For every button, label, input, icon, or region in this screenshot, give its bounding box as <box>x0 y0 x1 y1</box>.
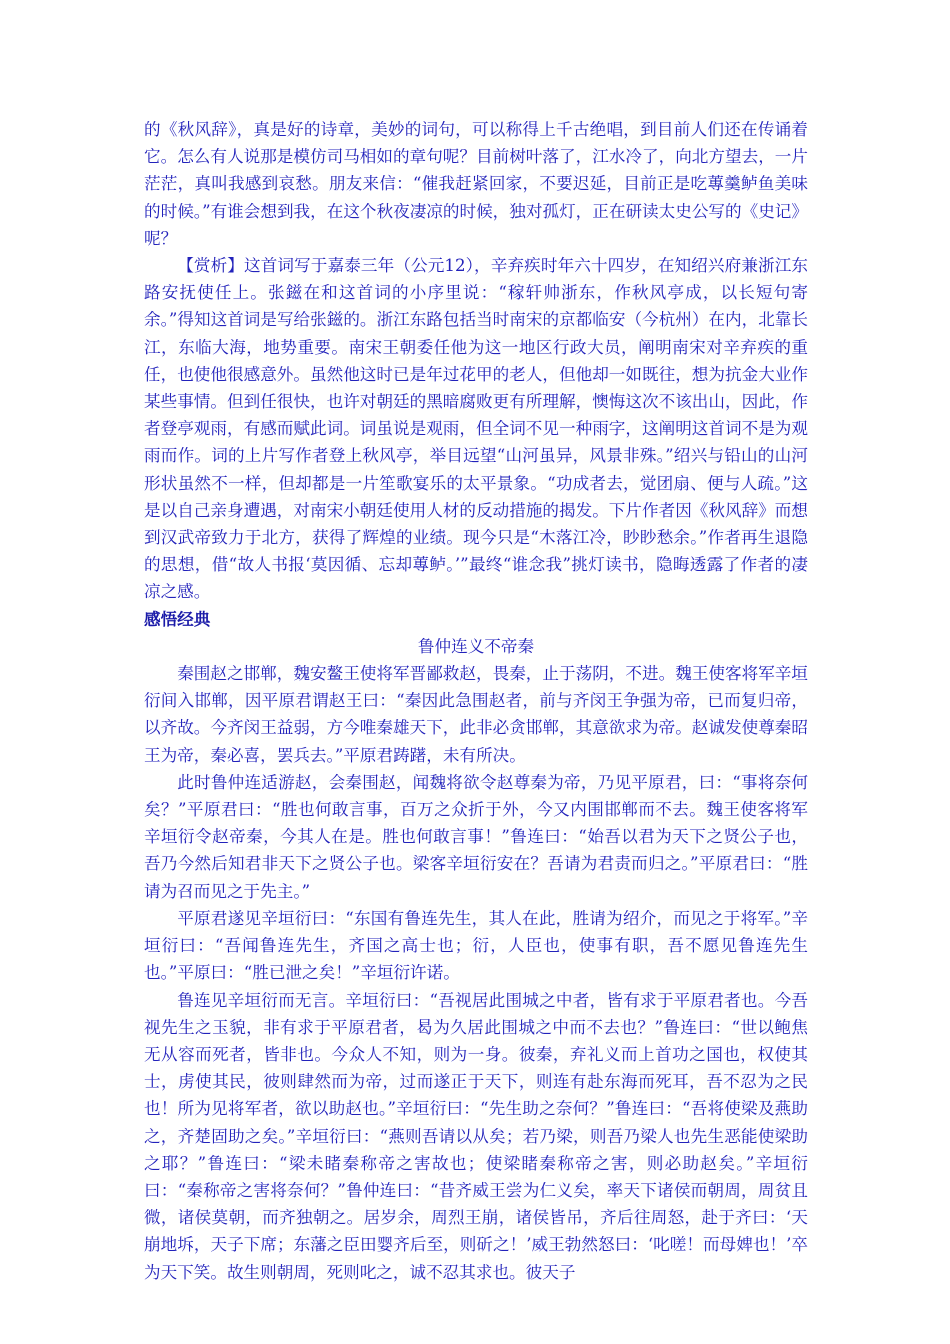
document-page <box>144 116 808 1286</box>
essay-paragraph-4: 鲁连见辛垣衍而无言。辛垣衍曰：“吾视居此围城之中者，皆有求于平原君者也。今吾视先生之玉貌，非有求于平原君者，曷为久居此围城之中而不去也？”鲁连曰：“世以鲍焦无从容而死者，皆非也。今众人不知，则为一身。彼秦，弃礼义而上首功之国也，权使其士，虏使其民，彼则肆然而为帝，过而遂正于天下，则连有赴东海而死耳，吾不忍为之民也！所为见将军者，欲以助赵也。”辛垣衍曰：“先生助之奈何？”鲁连曰：“吾将使梁及燕助之，齐楚固助之矣。”辛垣衍曰：“燕则吾请以从矣；若乃梁，则吾乃梁人也先生恶能使梁助之耶？”鲁连曰：“梁未睹秦称帝之害故也；使梁睹秦称帝之害，则必助赵矣。”辛垣衍曰：“秦称帝之害将奈何？”鲁仲连曰：“昔齐威王尝为仁义矣，率天下诸侯而朝周，周贫且微，诸侯莫朝，而齐独朝之。居岁余，周烈王崩，诸侯皆吊，齐后往周怒，赴于齐曰：‘天崩地坼，天子下席；东藩之臣田婴齐后至，则斫之！’威王勃然怒曰：‘叱嗟！而母婢也！’卒为天下笑。故生则朝周，死则叱之，诚不忍其求也。彼天子 <box>144 990 808 1282</box>
paragraph-translation-end: 的《秋风辞》，真是好的诗章，美妙的词句，可以称得上千古绝唱，到目前人们还在传诵着它。怎么有人说那是模仿司马相如的章句呢？目前树叶落了，江水冷了，向北方望去，一片茫茫，真叫我感到哀愁。朋友来信：“催我赶紧回家，不要迟延，目前正是吃蓴羹鲈鱼美味的时候。”有谁会想到我，在这个秋夜凄凉的时候，独对孤灯，正在研读太史公写的《史记》呢？ <box>144 120 808 248</box>
appreciation-body: 这首词写于嘉泰三年（公元12），辛弃疾时年六十四岁，在知绍兴府兼浙江东路安抚使任上。张鎡在和这首词的小序里说：“稼轩帅浙东，作秋风亭成，以长短句寄余。”得知这首词是写给张鎡的。浙江东路包括当时南宋的京都临安（今杭州）在内，北靠长江，东临大海，地势重要。南宋王朝委任他为这一地区行政大员，阐明南宋对辛弃疾的重任，也使他很感意外。虽然他这时已是年过花甲的老人，但他却一如既往，想为抗金大业作某些事情。但到任很快，也许对朝廷的黑暗腐败更有所理解，懊悔这次不该出山，因此，作者登亭观雨，有感而赋此词。词虽说是观雨，但全词不见一种雨字，这阐明这首词不是为观雨而作。词的上片写作者登上秋风亭，举目远望“山河虽异，风景非殊。”绍兴与铅山的山河形状虽然不一样，但却都是一片笙歌宴乐的太平景象。“功成者去，觉团扇、便与人疏。”这是以自己亲身遭遇，对南宋小朝廷使用人材的反动措施的揭发。下片作者因《秋风辞》而想到汉武帝致力于北方，获得了辉煌的业绩。现今只是“木落江冷，眇眇愁余。”作者再生退隐的思想，借“故人书报‘莫因循、忘却蓴鲈。’”最终“谁念我”挑灯读书，隐晦透露了作者的凄凉之感。 <box>144 256 808 602</box>
essay-paragraph-1: 秦围赵之邯郸，魏安鳌王使将军晋鄙救赵，畏秦，止于荡阴，不进。魏王使客将军辛垣衍间入邯郸，因平原君谓赵王曰：“秦因此急围赵者，前与齐闵王争强为帝，已而复归帝，以齐故。今齐闵王益弱，方今唯秦雄天下，此非必贪邯郸，其意欲求为帝。赵诚发使尊秦昭王为帝，秦必喜，罢兵去。”平原君踌躇，未有所决。 <box>144 664 808 765</box>
essay-paragraph-2: 此时鲁仲连适游赵，会秦围赵，闻魏将欲令赵尊秦为帝，乃见平原君，曰：“事将奈何矣？”平原君曰：“胜也何敢言事，百万之众折于外，今又内围邯郸而不去。魏王使客将军辛垣衍令赵帝秦，今其人在是。胜也何敢言事！”鲁连曰：“始吾以君为天下之贤公子也，吾乃今然后知君非天下之贤公子也。梁客辛垣衍安在？吾请为君责而归之。”平原君曰：“胜请为召而见之于先主。” <box>144 772 808 901</box>
essay-paragraph-3: 平原君遂见辛垣衍曰：“东国有鲁连先生，其人在此，胜请为绍介，而见之于将军。”辛垣衍曰：“吾闻鲁连先生，齐国之高士也；衍，人臣也，使事有职，吾不愿见鲁连先生也。”平原曰：“胜已泄之矣！”辛垣衍许诺。 <box>144 908 808 983</box>
appreciation-label: 【赏析】 <box>177 256 244 276</box>
essay-title: 鲁仲连义不帝秦 <box>417 636 535 656</box>
paragraph-appreciation <box>144 252 808 606</box>
section-heading: 感悟经典 <box>144 608 211 629</box>
